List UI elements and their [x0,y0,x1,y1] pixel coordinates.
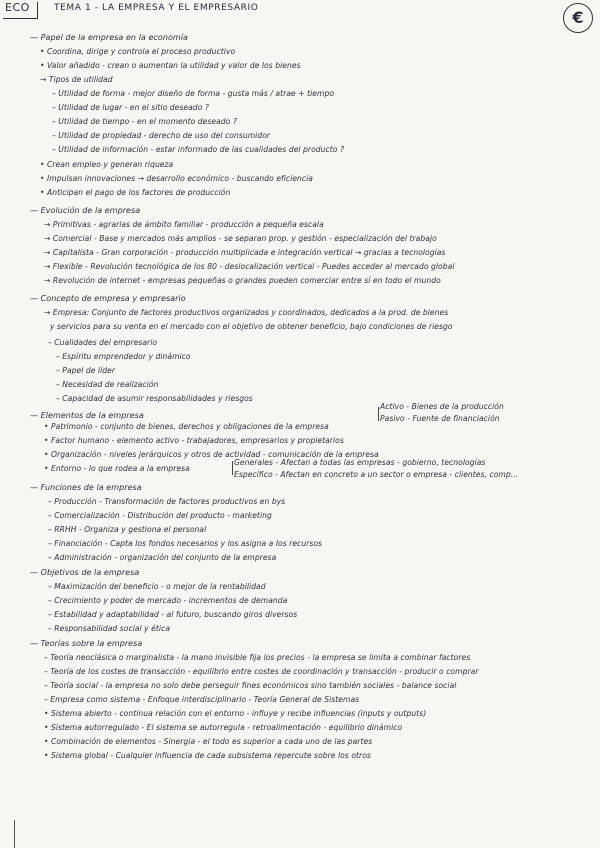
note-line: • Organización - niveles jerárquicos y otros de actividad - comunicación de la empresa [44,450,379,459]
note-line: – Utilidad de lugar - en el sitio deseado ? [52,103,209,112]
note-line: → Flexible - Revolución tecnológica de los 80 - deslocalización vertical - Puedes acceder al mercado global [44,262,455,271]
note-line: • Impulsan innovaciones → desarrollo económico - buscando eficiencia [40,174,313,183]
note-line: – Necesidad de realización [56,380,159,389]
note-line: — Evolución de la empresa [30,206,141,215]
note-line: • Anticipan el pago de los factores de producción [40,188,231,197]
note-line: — Objetivos de la empresa [30,568,140,577]
note-line: Activo - Bienes de la producción [380,402,504,411]
note-line: • Valor añadido - crean o aumentan la utilidad y valor de los bienes [40,61,301,70]
note-line: — Funciones de la empresa [30,483,142,492]
note-line: – Responsabilidad social y ética [48,624,171,633]
note-line: — Concepto de empresa y empresario [30,294,186,303]
note-line: – Empresa como sistema - Enfoque interdisciplinario - Teoría General de Sistemas [44,695,360,704]
note-line: Generales - Afectan a todas las empresas - gobierno, tecnologías [234,458,486,467]
note-line: – Cualidades del empresario [48,338,158,347]
note-line: Específico - Afectan en concreto a un sector o empresa - clientes, comp... [234,470,519,479]
page-title: TEMA 1 - LA EMPRESA Y EL EMPRESARIO [54,3,259,13]
note-line: — Papel de la empresa en la economía [30,33,188,42]
note-line: → Empresa: Conjunto de factores productivos organizados y coordinados, dedicados a la prod. de bienes [44,308,449,317]
note-line: – Teoría de los costes de transacción - equilibrio entre costes de coordinación y transacción - producir o comprar [44,667,479,676]
note-line: – Teoría neoclásica o marginalista - la mano invisible fija los precios - la empresa se limita a combinar factores [44,653,471,662]
note-line: – Financiación - Capta los fondos necesarios y los asigna a los recursos [48,539,323,548]
note-line: – Utilidad de forma - mejor diseño de forma - gusta más / atrae + tiempo [52,89,335,98]
note-line: – Maximización del beneficio - o mejor de la rentabilidad [48,582,266,591]
note-line: — Elementos de la empresa [30,411,144,420]
note-line: – Producción - Transformación de factores productivos en bys [48,497,286,506]
note-line: → Tipos de utilidad [40,75,113,84]
note-line: – Crecimiento y poder de mercado - incrementos de demanda [48,596,288,605]
note-line: → Capitalista - Gran corporación - producción multiplicada e integración vertical → gracias a tecnologías [44,248,446,257]
note-line: – Capacidad de asumir responsabilidades y riesgos [56,394,253,403]
note-line: – Utilidad de tiempo - en el momento deseado ? [52,117,237,126]
subject-label: ECO [5,1,30,14]
note-line: → Revolución de internet - empresas pequeñas o grandes pueden comerciar entre sí en todo el mundo [44,276,441,285]
note-line: • Sistema global - Cualquier influencia de cada subsistema repercute sobre los otros [44,751,371,760]
note-line: – Estabilidad y adaptabilidad - al futuro, buscando giros diversos [48,610,298,619]
bracket-entorno [232,461,233,475]
note-line: • Patrimonio - conjunto de bienes, derechos y obligaciones de la empresa [44,422,329,431]
note-line: – Utilidad de información - estar informado de las cualidades del producto ? [52,145,345,154]
bracket-patrimonio [378,407,379,421]
note-line: – RRHH - Organiza y gestiona el personal [48,525,207,534]
note-line: • Sistema abierto - continua relación con el entorno - influye y recibe influencias (inputs y outputs) [44,709,427,718]
note-line: • Sistema autorregulado - El sistema se autorregula - retroalimentación - equilibrio dinámico [44,723,403,732]
note-line: • Coordina, dirige y controla el proceso productivo [40,47,236,56]
note-line: → Comercial - Base y mercados más amplios - se separan prop. y gestión - especialización del trabajo [44,234,437,243]
margin-rule-left [14,820,15,848]
note-line: – Espíritu emprendedor y dinámico [56,352,191,361]
note-line: Pasivo - Fuente de financiación [380,414,500,423]
note-line: – Comercialización - Distribución del producto - marketing [48,511,272,520]
note-line: • Crean empleo y generan riqueza [40,160,174,169]
note-line: • Entorno - lo que rodea a la empresa [44,464,190,473]
euro-icon: € [563,3,593,33]
note-line: – Teoría social - la empresa no solo debe perseguir fines económicos sino también sociales - balance social [44,681,457,690]
note-line: • Combinación de elementos - Sinergia - el todo es superior a cada uno de las partes [44,737,373,746]
note-line: – Administración - organización del conjunto de la empresa [48,553,277,562]
note-line: → Primitivas - agrarias de ámbito familiar - producción a pequeña escala [44,220,324,229]
note-line: — Teorías sobre la empresa [30,639,143,648]
note-line: – Papel de líder [56,366,115,375]
note-line: • Factor humano - elemento activo - trabajadores, empresarios y propietarios [44,436,344,445]
note-line: – Utilidad de propiedad - derecho de uso del consumidor [52,131,271,140]
note-line: y servicios para su venta en el mercado con el objetivo de obtener beneficio, bajo condiciones de riesgo [50,322,453,331]
